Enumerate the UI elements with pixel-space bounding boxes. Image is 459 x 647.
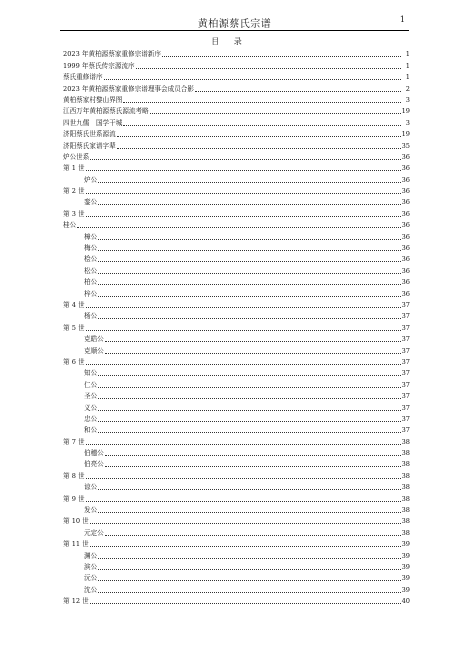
toc-dot-leader xyxy=(86,216,401,217)
toc-entry-label: 第 2 世 xyxy=(63,187,85,196)
toc-entry-page-number: 39 xyxy=(401,574,410,583)
toc-entry-page-number: 39 xyxy=(401,562,410,571)
toc-dot-leader xyxy=(195,91,401,92)
toc-entry-page-number: 3 xyxy=(405,118,410,127)
toc-entry-label: 第 5 世 xyxy=(63,323,85,332)
toc-entry-page-number: 39 xyxy=(401,585,410,594)
toc-entry[interactable] xyxy=(63,538,410,549)
toc-dot-leader xyxy=(86,478,401,479)
toc-entry-label: 元定公 xyxy=(84,528,104,537)
toc-dot-leader xyxy=(98,580,400,581)
toc-entry-page-number: 36 xyxy=(401,278,410,287)
toc-entry-label: 杨公 xyxy=(84,312,98,321)
toc-dot-leader xyxy=(123,102,401,103)
toc-dot-leader xyxy=(86,501,401,502)
toc-entry-label: 忠公 xyxy=(84,414,98,423)
toc-entry-label: 第 8 世 xyxy=(63,471,85,480)
toc-entry-label: 蔡氏重修谱序 xyxy=(63,73,103,82)
toc-dot-leader xyxy=(105,341,401,342)
toc-entry-label: 伯亮公 xyxy=(84,460,104,469)
toc-entry[interactable] xyxy=(63,151,410,162)
toc-entry[interactable] xyxy=(63,139,410,150)
toc-entry-label: 梓公 xyxy=(84,289,98,298)
toc-entry-page-number: 38 xyxy=(401,460,410,469)
toc-entry-page-number: 37 xyxy=(401,403,410,412)
toc-entry-label: 仁公 xyxy=(84,380,98,389)
toc-entry[interactable] xyxy=(63,173,410,184)
toc-entry-page-number: 37 xyxy=(401,426,410,435)
page-header xyxy=(60,14,409,31)
toc-entry-label: 黄柏蔡家村黎山界图 xyxy=(63,95,123,104)
toc-entry-page-number: 36 xyxy=(401,232,410,241)
toc-entry[interactable] xyxy=(63,94,410,105)
toc-entry-label: 发公 xyxy=(84,506,98,515)
toc-entry-label: 樟公 xyxy=(84,232,98,241)
toc-entry[interactable] xyxy=(63,469,410,480)
toc-dot-leader xyxy=(98,432,400,433)
toc-dot-leader xyxy=(98,239,400,240)
toc-entry[interactable] xyxy=(63,310,410,321)
toc-entry[interactable] xyxy=(63,185,410,196)
toc-entry-page-number: 38 xyxy=(401,437,410,446)
toc-entry-page-number: 37 xyxy=(401,346,410,355)
toc-entry-label: 柏公 xyxy=(84,278,98,287)
toc-dot-leader xyxy=(150,113,401,114)
toc-entry-label: 谅公 xyxy=(84,483,98,492)
toc-entry-page-number: 37 xyxy=(401,357,410,366)
toc-entry[interactable] xyxy=(63,207,410,218)
toc-dot-leader xyxy=(98,558,400,559)
toc-entry-page-number: 36 xyxy=(401,187,410,196)
toc-entry-page-number: 37 xyxy=(401,323,410,332)
toc-dot-leader xyxy=(98,318,400,319)
toc-dot-leader xyxy=(98,250,400,251)
toc-dot-leader xyxy=(86,330,401,331)
toc-entry-page-number: 37 xyxy=(401,312,410,321)
toc-entry-page-number: 37 xyxy=(401,380,410,389)
toc-entry[interactable] xyxy=(63,276,410,287)
toc-dot-leader xyxy=(117,148,401,149)
toc-dot-leader xyxy=(90,546,401,547)
toc-entry-page-number: 37 xyxy=(401,369,410,378)
toc-entry-page-number: 36 xyxy=(401,266,410,275)
toc-dot-leader xyxy=(86,307,401,308)
toc-entry-label: 克顺公 xyxy=(84,346,104,355)
toc-dot-leader xyxy=(86,170,401,171)
toc-dot-leader xyxy=(77,227,400,228)
toc-entry-label: 第 7 世 xyxy=(63,437,85,446)
toc-entry-page-number: 37 xyxy=(401,414,410,423)
toc-dot-leader xyxy=(98,512,400,513)
toc-entry-page-number: 36 xyxy=(401,164,410,173)
toc-dot-leader xyxy=(98,284,400,285)
toc-entry[interactable] xyxy=(63,48,410,59)
toc-entry-label: 克皓公 xyxy=(84,335,104,344)
toc-entry-page-number: 3 xyxy=(405,95,410,104)
toc-entry-label: 和公 xyxy=(84,426,98,435)
toc-entry-page-number: 19 xyxy=(401,107,410,116)
toc-entry[interactable] xyxy=(63,515,410,526)
toc-entry-label: 知公 xyxy=(84,369,98,378)
toc-entry[interactable] xyxy=(63,504,410,515)
header-title: 黄柏源蔡氏宗谱 xyxy=(197,19,272,30)
toc-entry[interactable] xyxy=(63,264,410,275)
toc-entry-label: 济阳蔡氏世系源流 xyxy=(63,130,116,139)
toc-entry-label: 第 12 世 xyxy=(63,597,89,606)
toc-entry-page-number: 38 xyxy=(401,449,410,458)
toc-entry[interactable] xyxy=(63,481,410,492)
toc-entry[interactable] xyxy=(63,162,410,173)
toc-dot-leader xyxy=(90,523,401,524)
toc-dot-leader xyxy=(98,569,400,570)
toc-dot-leader xyxy=(98,421,400,422)
toc-dot-leader xyxy=(98,489,400,490)
toc-entry[interactable] xyxy=(63,196,410,207)
toc-entry-label: 滨公 xyxy=(84,562,98,571)
toc-entry-page-number: 37 xyxy=(401,335,410,344)
toc-entry[interactable] xyxy=(63,378,410,389)
toc-dot-leader xyxy=(98,182,400,183)
toc-entry-page-number: 36 xyxy=(401,209,410,218)
toc-entry[interactable] xyxy=(63,413,410,424)
toc-entry-label: 第 4 世 xyxy=(63,300,85,309)
toc-entry-label: 銮公 xyxy=(84,198,98,207)
toc-entry-label: 炉公 xyxy=(84,175,98,184)
toc-entry-page-number: 38 xyxy=(401,506,410,515)
toc-entry[interactable] xyxy=(63,59,410,70)
toc-entry-label: 第 6 世 xyxy=(63,357,85,366)
toc-entry[interactable] xyxy=(63,492,410,503)
toc-entry[interactable] xyxy=(63,253,410,264)
toc-entry[interactable] xyxy=(63,595,410,606)
toc-entry-page-number: 1 xyxy=(405,73,410,82)
toc-entry-label: 2023 年黄柏源蔡家重修宗谱新序 xyxy=(63,50,162,59)
toc-entry[interactable] xyxy=(63,367,410,378)
toc-dot-leader xyxy=(90,603,401,604)
toc-entry-page-number: 36 xyxy=(401,244,410,253)
toc-heading: 目 录 xyxy=(211,37,248,46)
table-of-contents xyxy=(63,48,410,606)
toc-entry-page-number: 2 xyxy=(405,84,410,93)
toc-dot-leader xyxy=(86,444,401,445)
toc-entry[interactable] xyxy=(63,549,410,560)
toc-dot-leader xyxy=(86,364,401,365)
toc-entry[interactable] xyxy=(63,299,410,310)
toc-entry[interactable] xyxy=(63,447,410,458)
toc-entry-page-number: 37 xyxy=(401,392,410,401)
toc-dot-leader xyxy=(98,398,400,399)
toc-dot-leader xyxy=(86,193,401,194)
toc-entry[interactable] xyxy=(63,333,410,344)
toc-entry-label: 第 1 世 xyxy=(63,164,85,173)
toc-entry-page-number: 38 xyxy=(401,494,410,503)
toc-entry-label: 第 3 世 xyxy=(63,209,85,218)
toc-entry-page-number: 38 xyxy=(401,471,410,480)
toc-entry-label: 四世九儒 国学干城 xyxy=(63,118,123,127)
toc-entry[interactable] xyxy=(63,344,410,355)
toc-entry[interactable] xyxy=(63,356,410,367)
toc-entry-label: 第 11 世 xyxy=(63,540,89,549)
toc-entry-label: 义公 xyxy=(84,403,98,412)
toc-entry-label: 桂公 xyxy=(63,221,77,230)
toc-entry-label: 渊公 xyxy=(84,551,98,560)
toc-entry[interactable] xyxy=(63,219,410,230)
toc-entry-page-number: 36 xyxy=(401,175,410,184)
toc-entry[interactable] xyxy=(63,82,410,93)
toc-entry-label: 梅公 xyxy=(84,244,98,253)
toc-entry[interactable] xyxy=(63,71,410,82)
toc-entry[interactable] xyxy=(63,321,410,332)
toc-dot-leader xyxy=(90,159,400,160)
toc-dot-leader xyxy=(117,136,401,137)
toc-entry-label: 2023 年黄柏源蔡家重修宗谱理事会成员合影 xyxy=(63,84,194,93)
toc-entry-label: 松公 xyxy=(84,266,98,275)
toc-entry-label: 伯穗公 xyxy=(84,449,104,458)
toc-entry-page-number: 36 xyxy=(401,289,410,298)
toc-dot-leader xyxy=(98,261,400,262)
toc-entry[interactable] xyxy=(63,105,410,116)
toc-entry-page-number: 40 xyxy=(401,597,410,606)
toc-entry[interactable] xyxy=(63,526,410,537)
toc-dot-leader xyxy=(98,273,400,274)
toc-dot-leader xyxy=(98,375,400,376)
toc-entry-page-number: 19 xyxy=(401,130,410,139)
header-page-number: 1 xyxy=(399,15,405,24)
toc-dot-leader xyxy=(123,125,401,126)
toc-entry[interactable] xyxy=(63,230,410,241)
toc-dot-leader xyxy=(105,353,401,354)
toc-entry-page-number: 36 xyxy=(401,221,410,230)
toc-dot-leader xyxy=(98,296,400,297)
toc-entry-page-number: 38 xyxy=(401,517,410,526)
toc-entry[interactable] xyxy=(63,116,410,127)
toc-entry[interactable] xyxy=(63,287,410,298)
toc-entry-page-number: 38 xyxy=(401,483,410,492)
toc-entry[interactable] xyxy=(63,572,410,583)
toc-entry-label: 圣公 xyxy=(84,392,98,401)
toc-entry[interactable] xyxy=(63,561,410,572)
toc-dot-leader xyxy=(98,592,400,593)
toc-entry-label: 1999 年蔡氏传宗源流序 xyxy=(63,61,135,70)
toc-entry-page-number: 36 xyxy=(401,198,410,207)
toc-entry[interactable] xyxy=(63,242,410,253)
toc-entry[interactable] xyxy=(63,401,410,412)
toc-entry[interactable] xyxy=(63,435,410,446)
toc-entry-label: 炉公世系 xyxy=(63,152,90,161)
toc-dot-leader xyxy=(104,79,401,80)
toc-entry-label: 第 10 世 xyxy=(63,517,89,526)
toc-entry-label: 沅公 xyxy=(84,574,98,583)
toc-dot-leader xyxy=(105,535,401,536)
toc-entry-page-number: 35 xyxy=(401,141,410,150)
toc-dot-leader xyxy=(98,387,400,388)
toc-dot-leader xyxy=(98,204,400,205)
toc-entry-label: 第 9 世 xyxy=(63,494,85,503)
toc-entry-page-number: 38 xyxy=(401,528,410,537)
toc-entry-page-number: 36 xyxy=(401,152,410,161)
toc-dot-leader xyxy=(98,410,400,411)
toc-entry[interactable] xyxy=(63,458,410,469)
toc-entry[interactable] xyxy=(63,583,410,594)
toc-entry-page-number: 37 xyxy=(401,300,410,309)
toc-dot-leader xyxy=(105,466,401,467)
toc-entry[interactable] xyxy=(63,128,410,139)
toc-entry-label: 江西万年黄柏源蔡氏源流考略 xyxy=(63,107,149,116)
toc-entry-label: 沈公 xyxy=(84,585,98,594)
toc-entry[interactable] xyxy=(63,390,410,401)
toc-entry-page-number: 1 xyxy=(405,50,410,59)
toc-dot-leader xyxy=(136,68,401,69)
toc-dot-leader xyxy=(162,56,401,57)
toc-entry-page-number: 39 xyxy=(401,540,410,549)
toc-entry-label: 桧公 xyxy=(84,255,98,264)
toc-entry-label: 济阳蔡氏家谱字辈 xyxy=(63,141,116,150)
toc-entry[interactable] xyxy=(63,424,410,435)
toc-entry-page-number: 1 xyxy=(405,61,410,70)
toc-entry-page-number: 36 xyxy=(401,255,410,264)
toc-entry-page-number: 39 xyxy=(401,551,410,560)
toc-dot-leader xyxy=(105,455,401,456)
